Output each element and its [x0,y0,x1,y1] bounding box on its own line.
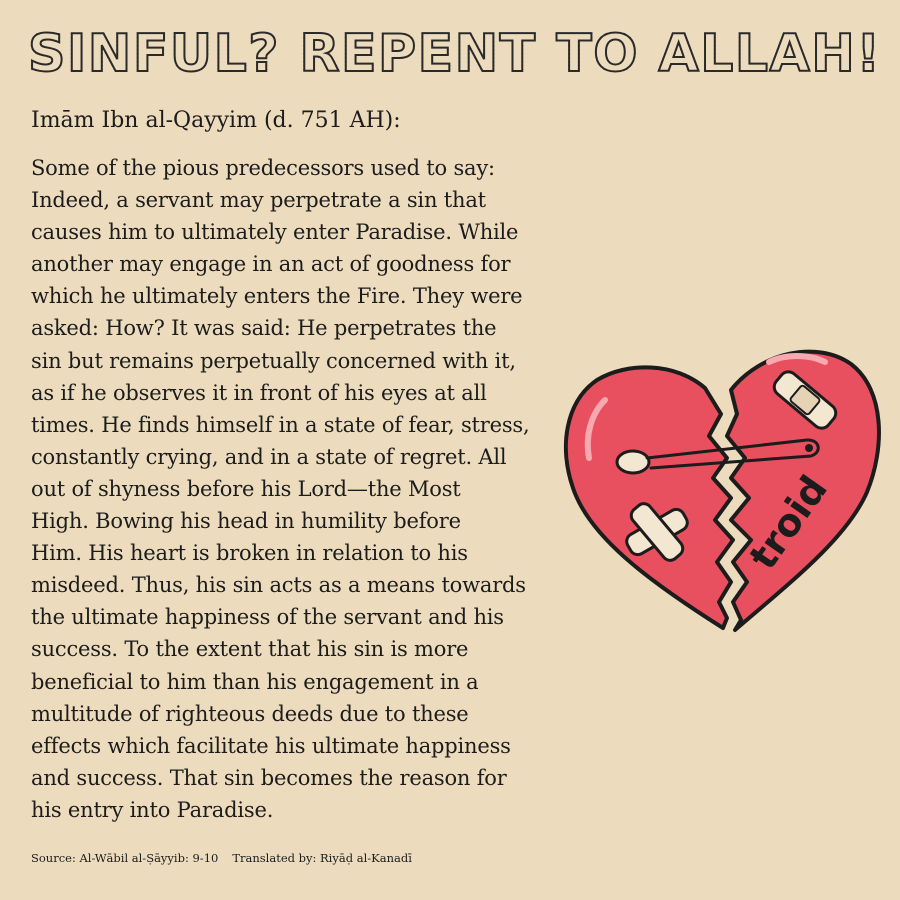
quote-line: multitude of righteous deeds due to these [31,701,469,726]
quote-line: Some of the pious predecessors used to say: [31,156,495,180]
page-title: SINFUL? REPENT TO ALLAH! [28,24,882,84]
quote-line: Indeed, a servant may perpetrate a sin that [31,188,486,213]
quote-line: out of shyness before his Lord—the Most [31,476,461,501]
quote-line: beneficial to him than his engagement in a [31,669,479,694]
quote-line: sin but remains perpetually concerned with it, [31,348,516,373]
translator-credit: Translated by: Riyāḍ al-Kanadī [232,851,412,865]
quote-line: times. He finds himself in a state of fear, stress, [31,412,530,437]
troid-logo: troid [740,467,836,578]
quote-line: Him. His heart is broken in relation to his [31,541,468,566]
quote-line: the ultimate happiness of the servant and his [31,605,504,630]
quote-line: constantly crying, and in a state of regret. All [31,444,507,469]
quote-text [31,152,591,826]
quote-line: High. Bowing his head in humility before [31,509,461,534]
source-citation [31,850,412,866]
quote-line: effects which facilitate his ultimate happiness [31,733,511,758]
quote-line: as if he observes it in front of his eyes at all [31,380,487,405]
quote-line: success. To the extent that his sin is more [31,637,469,662]
quote-line: misdeed. Thus, his sin acts as a means towards [31,573,526,598]
broken-heart-icon [555,340,885,635]
heart-left-half [566,367,733,628]
quote-line: which he ultimately enters the Fire. They were [31,284,523,309]
quote-line: causes him to ultimately enter Paradise. While [31,220,519,245]
author-line: Imām Ibn al-Qayyim (d. 751 AH): [31,108,401,133]
quote-line: another may engage in an act of goodness for [31,252,511,277]
source-reference: Source: Al-Wābil al-Ṣāyyib: 9-10 [31,851,219,865]
quote-line: his entry into Paradise. [31,797,274,822]
quote-line: and success. That sin becomes the reason for [31,765,507,790]
quote-line: asked: How? It was said: He perpetrates the [31,316,497,341]
